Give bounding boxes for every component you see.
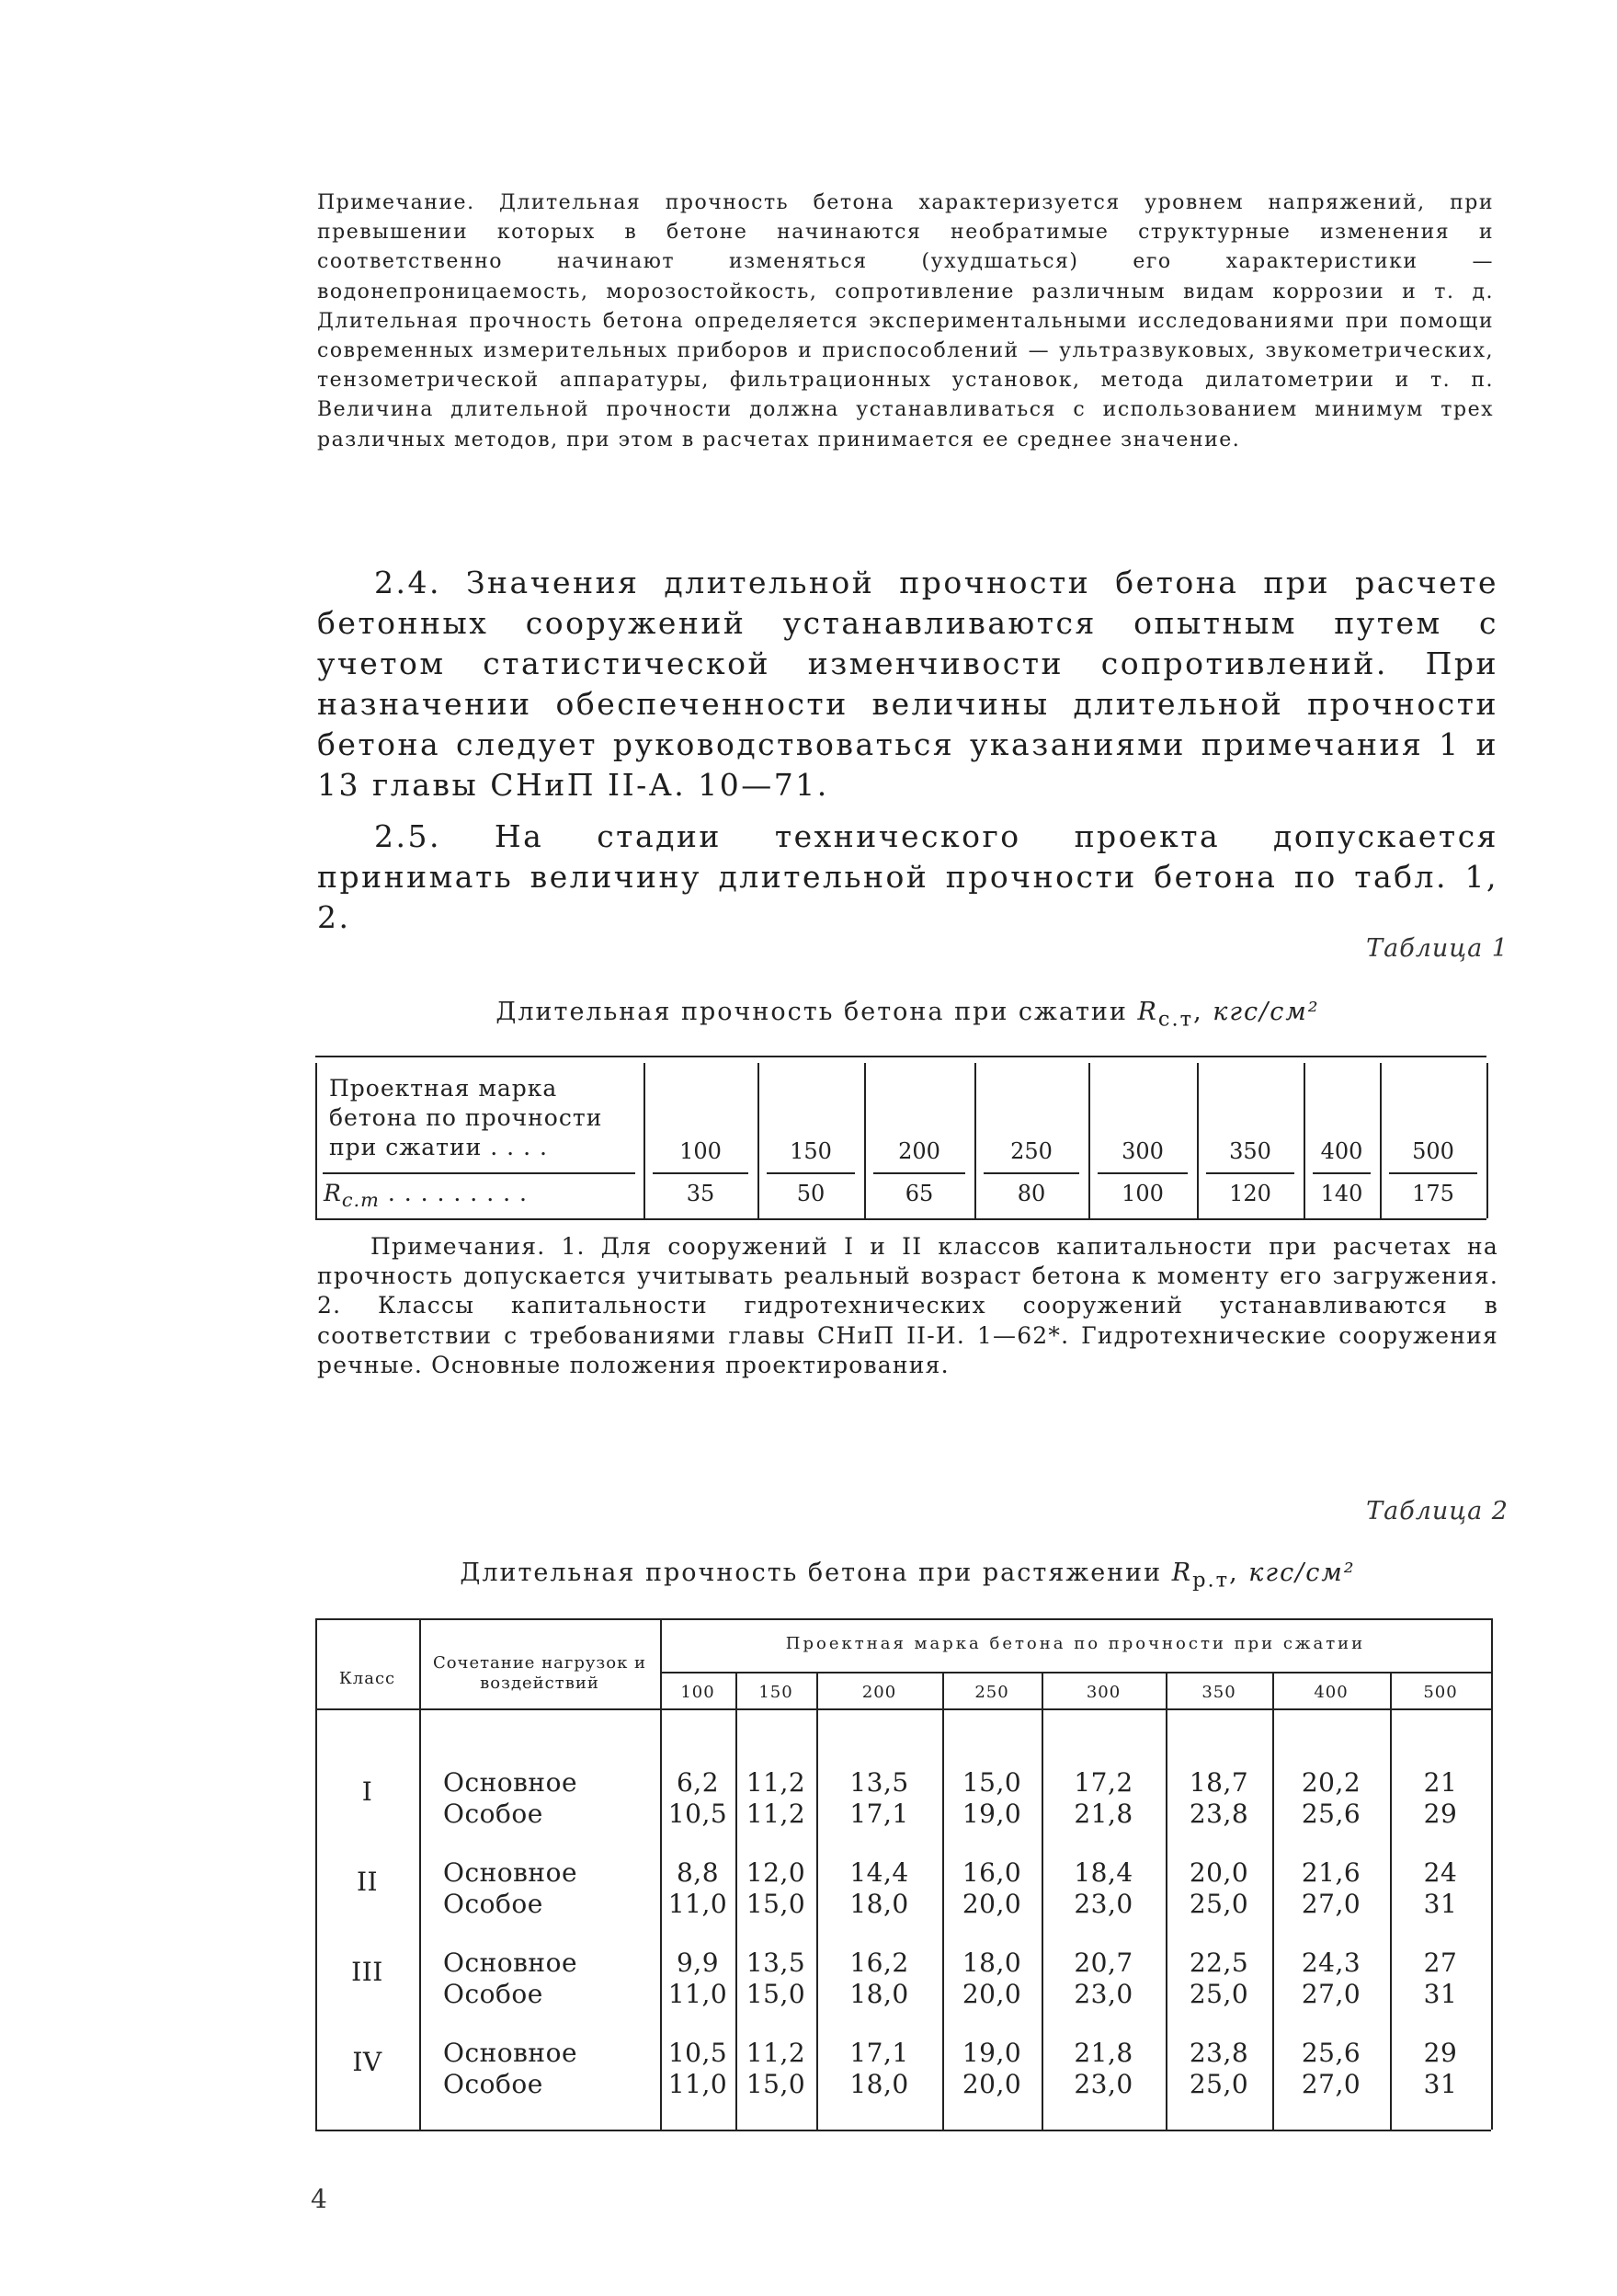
table1-value-cell: 100 (1122, 1181, 1164, 1206)
table2-combo-cell: Особое (443, 1799, 543, 1829)
table2-value-cell: 8,8 (676, 1857, 720, 1888)
table1-grade-cell: 100 (679, 1138, 722, 1164)
table2-value-cell: 12,0 (746, 1857, 806, 1888)
table2-value-cell: 19,0 (962, 2038, 1022, 2068)
table2-value-cell: 23,0 (1074, 1889, 1133, 1919)
table2-column-line (1491, 1618, 1493, 2130)
table2-grade-cell: 300 (1086, 1683, 1122, 1702)
table2-value-cell: 21 (1423, 1767, 1458, 1798)
table2-value-cell: 19,0 (962, 1799, 1022, 1829)
table2-value-cell: 16,0 (962, 1857, 1022, 1888)
table1-top-rule (315, 1056, 1486, 1057)
table2-value-cell: 18,7 (1189, 1767, 1249, 1798)
table2-grade-cell: 400 (1314, 1683, 1349, 1702)
table1-caption-sub: с.т (1157, 1007, 1194, 1032)
table2-combo-cell: Особое (443, 1979, 543, 2009)
table2-value-cell: 25,6 (1301, 2038, 1361, 2068)
table2-class-cell: I (361, 1776, 373, 1807)
table2-value-cell: 11,2 (746, 1767, 806, 1798)
table1-value-cell: 175 (1412, 1181, 1454, 1206)
table2-value-cell: 17,1 (849, 2038, 909, 2068)
table2-bottom-rule (315, 2130, 1491, 2131)
table2-class-cell: IV (352, 2047, 382, 2077)
table2-value-cell: 20,0 (1189, 1857, 1249, 1888)
table2-grade-cell: 500 (1423, 1683, 1458, 1702)
table2-column-line (419, 1618, 421, 2130)
table2-value-cell: 15,0 (746, 1979, 806, 2009)
table1-caption-text: Длительная прочность бетона при сжатии (495, 998, 1128, 1026)
table2-grade-cell: 100 (680, 1683, 715, 1702)
table2-value-cell: 13,5 (849, 1767, 909, 1798)
table2-group-header: Проектная марка бетона по прочности при сжатии (785, 1634, 1366, 1653)
table1-grade-cell: 400 (1320, 1138, 1363, 1164)
table1-grade-cell: 200 (898, 1138, 940, 1164)
table1-cell-rule (1206, 1172, 1294, 1174)
table2-value-cell: 18,0 (849, 1889, 909, 1919)
table2-value-cell: 31 (1423, 1889, 1458, 1919)
table2-value-cell: 23,8 (1189, 2038, 1249, 2068)
table2-combo-cell: Основное (443, 2038, 578, 2068)
table1-cell-rule (1389, 1172, 1477, 1174)
table2-value-cell: 29 (1423, 2038, 1458, 2068)
table2-value-cell: 6,2 (676, 1767, 720, 1798)
table2-grade-cell: 250 (974, 1683, 1009, 1702)
table2-value-cell: 31 (1423, 1979, 1458, 2009)
table2-value-cell: 27,0 (1301, 1979, 1361, 2009)
table2-value-cell: 24 (1423, 1857, 1458, 1888)
table2-caption-unit: кгс/см² (1248, 1559, 1356, 1587)
table2-value-cell: 17,1 (849, 1799, 909, 1829)
table2-value-cell: 18,4 (1074, 1857, 1133, 1888)
table1-grade-cell: 250 (1010, 1138, 1053, 1164)
table2-value-cell: 18,0 (962, 1948, 1022, 1978)
table2-value-cell: 11,0 (667, 1889, 728, 1919)
table2-value-cell: 20,7 (1074, 1948, 1133, 1978)
table2-value-cell: 27,0 (1301, 1889, 1361, 1919)
table2-top-rule (315, 1618, 1491, 1620)
table1-column-line (1486, 1063, 1488, 1218)
table1-header-label: Проектная марка бетона по прочности при сжатии . . . . (329, 1075, 603, 1160)
table2-value-cell: 31 (1423, 2069, 1458, 2099)
table2-value-cell: 20,0 (962, 2069, 1022, 2099)
table1-grade-cell: 300 (1122, 1138, 1164, 1164)
table1-cell-rule (767, 1172, 855, 1174)
table2-header-rule (315, 1708, 1491, 1710)
table2-value-cell: 24,3 (1301, 1948, 1361, 1978)
table2-value-cell: 20,0 (962, 1979, 1022, 2009)
table2-value-cell: 15,0 (746, 1889, 806, 1919)
table1-cell-rule (1098, 1172, 1188, 1174)
table1-grade-cell: 500 (1412, 1138, 1454, 1164)
table2-value-cell: 23,0 (1074, 2069, 1133, 2099)
table2-grade-cell: 200 (861, 1683, 897, 1702)
table2-caption-sub: р.т (1192, 1568, 1230, 1593)
table2-value-cell: 25,0 (1189, 1889, 1249, 1919)
table2-value-cell: 14,4 (849, 1857, 909, 1888)
table2-class-cell: II (356, 1867, 379, 1897)
table2-combo-header: Сочетание нагрузок и воздействий (432, 1653, 647, 1693)
table2-combo-cell: Основное (443, 1948, 578, 1978)
table2-value-cell: 23,8 (1189, 1799, 1249, 1829)
paragraph-2-5 (317, 817, 1498, 938)
table1-value-cell: 120 (1229, 1181, 1271, 1206)
table2-value-cell: 15,0 (746, 2069, 806, 2099)
table2-class-header: Класс (338, 1669, 396, 1688)
table1-column-line (315, 1063, 317, 1218)
table2-combo-cell: Особое (443, 2069, 543, 2099)
table2-value-cell: 16,2 (849, 1948, 909, 1978)
paragraph-2-4 (317, 563, 1498, 805)
table2-value-cell: 10,5 (667, 1799, 728, 1829)
table1-label: Таблица 1 (1366, 934, 1509, 963)
table1-label-rule (323, 1172, 635, 1174)
table1-value-cell: 35 (686, 1181, 715, 1206)
table2-value-cell: 18,0 (849, 1979, 909, 2009)
table2-combo-cell: Основное (443, 1767, 578, 1798)
table1-grade-cell: 150 (790, 1138, 832, 1164)
table2-label: Таблица 2 (1366, 1497, 1509, 1525)
table1-value-cell: 65 (905, 1181, 934, 1206)
table2-value-cell: 11,2 (746, 1799, 806, 1829)
table1-bottom-rule (315, 1218, 1486, 1220)
table1-grade-cell: 350 (1229, 1138, 1271, 1164)
table2-value-cell: 21,8 (1074, 1799, 1133, 1829)
table1-value-cell: 50 (796, 1181, 826, 1206)
table1-cell-rule (873, 1172, 965, 1174)
table2-grade-cell: 150 (758, 1683, 793, 1702)
table2-value-cell: 20,2 (1301, 1767, 1361, 1798)
paragraph-2-5-text: 2.5. На стадии технического проекта допускается принимать величину длительной прочности бетона по табл. 1, 2. (317, 818, 1498, 935)
table1-notes (317, 1232, 1498, 1380)
table2-value-cell: 11,0 (667, 2069, 728, 2099)
table1-cell-rule (653, 1172, 748, 1174)
table2-caption-text: Длительная прочность бетона при растяжении (460, 1559, 1163, 1587)
table2-value-cell: 20,0 (962, 1889, 1022, 1919)
table1-notes-text: Примечания. 1. Для сооружений I и II классов капитальности при расчетах на прочность допускается учитывать реальный возраст бетона к моменту его загружения. 2. Классы капитальности гидротехнических сооружений устанавливаются в соответствии с требованиями главы СНиП II-И. 1—62*. Гидротехнические сооружения речные. Основные положения проектирования. (317, 1233, 1498, 1378)
table2-combo-cell: Основное (443, 1857, 578, 1888)
table2-caption: Длительная прочность бетона при растяжении $R_{р.т}$, кгс/см² (460, 1559, 1356, 1593)
table2-value-cell: 27 (1423, 1948, 1458, 1978)
table2-value-cell: 21,6 (1301, 1857, 1361, 1888)
table1-caption: Длительная прочность бетона при сжатии $R_{с.т}$, кгс/см² (495, 998, 1320, 1032)
table2-value-cell: 18,0 (849, 2069, 909, 2099)
table2-value-cell: 9,9 (676, 1948, 720, 1978)
table2-value-cell: 27,0 (1301, 2069, 1361, 2099)
table2-value-cell: 29 (1423, 1799, 1458, 1829)
table1-cell-rule (984, 1172, 1079, 1174)
table2-value-cell: 11,2 (746, 2038, 806, 2068)
table2-combo-cell: Особое (443, 1889, 543, 1919)
table2-value-cell: 23,0 (1074, 1979, 1133, 2009)
table2-value-cell: 21,8 (1074, 2038, 1133, 2068)
table2-value-cell: 10,5 (667, 2038, 728, 2068)
table2-value-cell: 13,5 (746, 1948, 806, 1978)
table2-caption-symbol: R (1171, 1559, 1193, 1587)
table2-value-cell: 25,6 (1301, 1799, 1361, 1829)
table2-grade-cell: 350 (1201, 1683, 1236, 1702)
table2-class-cell: III (351, 1957, 383, 1987)
table2-value-cell: 11,0 (667, 1979, 728, 2009)
table2-value-cell: 22,5 (1189, 1948, 1249, 1978)
table1-value-cell: 80 (1017, 1181, 1046, 1206)
table2-value-cell: 25,0 (1189, 2069, 1249, 2099)
page-number: 4 (311, 2184, 327, 2214)
table1-caption-symbol: R (1137, 998, 1158, 1026)
paragraph-2-4-text: 2.4. Значения длительной прочности бетона при расчете бетонных сооружений устанавливаются опытным путем с учетом статистической изменчивости сопротивлений. При назначении обеспеченности величины длительной прочности бетона следует руководствоваться указаниями примечания 1 и 13 главы СНиП II-А. 10—71. (317, 565, 1498, 803)
table1-row-label: $R_{с.т}$ . . . . . . . . . (324, 1180, 528, 1211)
table2-group-rule (660, 1672, 1491, 1673)
table2-value-cell: 25,0 (1189, 1979, 1249, 2009)
note-paragraph: Примечание. Длительная прочность бетона характеризуется уровнем напряжений, при превышении которых в бетоне начинаются необратимые структурные изменения и соответственно начинают изменяться (ухудшаться) его характеристики — водонепроницаемость, морозостойкость, сопротивление различным видам коррозии и т. д. Длительная прочность бетона определяется экспериментальными исследованиями при помощи современных измерительных приборов и приспособлений — ультразвуковых, звукометрических, тензометрической аппаратуры, фильтрационных установок, метода дилатометрии и т. п. Величина длительной прочности должна устанавливаться с использованием минимум трех различных методов, при этом в расчетах принимается ее среднее значение. (317, 191, 1494, 451)
table2-value-cell: 15,0 (962, 1767, 1022, 1798)
table1-caption-unit: кгс/см² (1213, 998, 1320, 1026)
table2-value-cell: 17,2 (1074, 1767, 1133, 1798)
table1-value-cell: 140 (1320, 1181, 1363, 1206)
table1-cell-rule (1313, 1172, 1371, 1174)
